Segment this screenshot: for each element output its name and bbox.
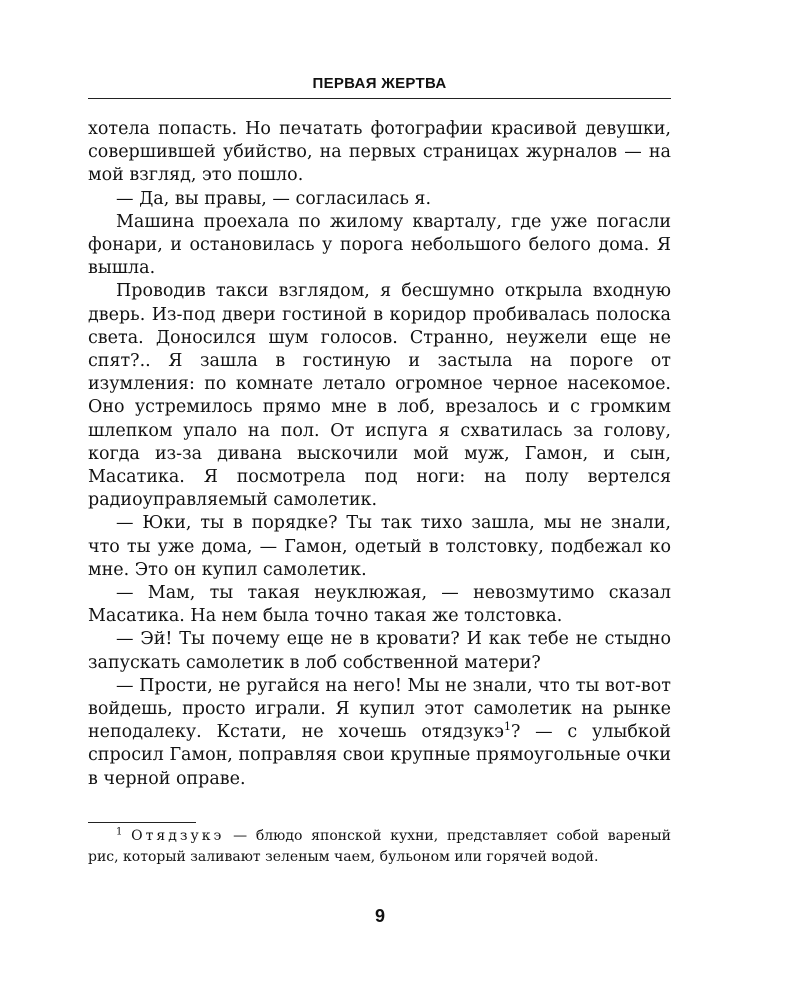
body-text [88, 118, 671, 791]
paragraph: хотела попасть. Но печатать фотографии красивой девушки, совершившей убийство, на первых страницах журналов — на мой взгляд, это пошло. [88, 119, 671, 186]
running-header-title: ПЕРВАЯ ЖЕРТВА [312, 75, 447, 92]
paragraph-text: ? — с улыбкой спросил Гамон, поправляя свои крупные прямоугольные очки в черной оправе. [88, 722, 671, 789]
footnote-reference[interactable]: 1 [503, 720, 511, 734]
paragraph: — Да, вы правы, — согласилась я. [116, 188, 432, 209]
paragraph: — Мам, ты такая неуклюжая, — невозмутимо сказал Масатика. На нем была точно такая же толстовка. [88, 583, 671, 627]
paragraph-with-footnote [88, 675, 671, 791]
paragraph-text: — Прости, не ругайся на него! Мы не знали, что ты вот-вот войдешь, просто играли. Я купил этот самолетик на рынке неподалеку. Кстати, не хочешь отядзукэ [88, 675, 671, 743]
paragraph: — Эй! Ты почему еще не в кровати? И как тебе не стыдно запускать самолетик в лоб собственной матери? [88, 629, 671, 673]
page-number: 9 [374, 906, 385, 926]
paragraph: — Юки, ты в порядке? Ты так тихо зашла, мы не знали, что ты уже дома, — Гамон, одетый в толстовку, подбежал ко мне. Это он купил самолетик. [88, 513, 671, 580]
footnote-paragraph [88, 826, 671, 867]
running-header [88, 72, 671, 99]
footnote-term: Отядзукэ [131, 828, 225, 844]
footnote-number: 1 [116, 826, 123, 838]
footnote-text: — блюдо японской кухни, представляет собой вареный рис, который заливают зеленым чаем, бульоном или горячей водой. [88, 828, 671, 865]
footnote [88, 826, 671, 867]
paragraph: Проводив такси взглядом, я бесшумно открыла входную дверь. Из-под двери гостиной в коридор пробивалась полоска света. Доносился шум голосов. Странно, неужели еще не спят?.. Я зашла в гостиную и застыла на пороге от изумления: по комнате летало огромное черное насекомое. Оно устремилось прямо мне в лоб, врезалось и с громким шлепком упало на пол. От испуга я схватилась за голову, когда из-за дивана выскочили мой муж, Гамон, и сын, Масатика. Я посмотрела под ноги: на полу вертелся радиоуправляемый самолетик. [88, 281, 671, 511]
footnote-separator [88, 822, 196, 823]
paragraph: Машина проехала по жилому кварталу, где уже погасли фонари, и остановилась у порога небольшого белого дома. Я вышла. [88, 211, 671, 279]
